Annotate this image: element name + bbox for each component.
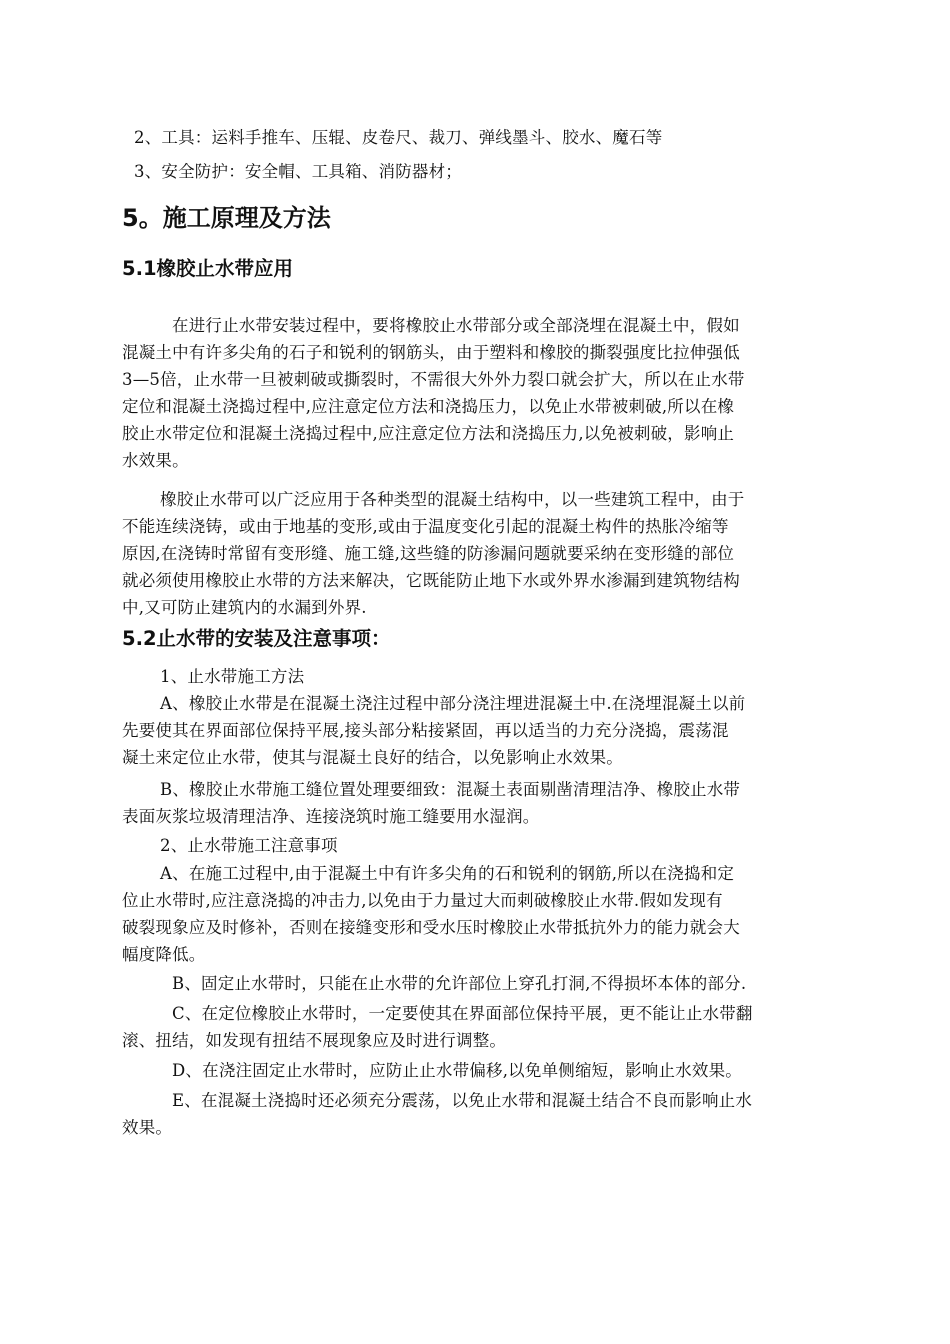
paragraph-line: E、在混凝土浇捣时还必须充分震荡，以免止水带和混凝土结合不良而影响止水	[172, 1091, 753, 1110]
paragraph-line: 表面灰浆垃圾清理洁净、连接浇筑时施工缝要用水湿润。	[122, 807, 540, 826]
paragraph-line: 效果。	[122, 1118, 173, 1137]
paragraph-line: 先要使其在界面部位保持平展,接头部分粘接紧固，再以适当的力充分浇捣，震荡混	[122, 721, 729, 740]
subsection-title-precautions: 2、止水带施工注意事项	[160, 836, 338, 855]
paragraph-line: 3—5倍，止水带一旦被刺破或撕裂时，不需很大外外力裂口就会扩大，所以在止水带	[122, 370, 745, 389]
section-heading-5-1: 5.1橡胶止水带应用	[122, 257, 294, 280]
list-item-tools: 2、工具：运料手推车、压辊、皮卷尺、裁刀、弹线墨斗、胶水、魔石等	[134, 128, 663, 147]
paragraph-line: 幅度降低。	[122, 945, 206, 964]
paragraph-line: 破裂现象应及时修补，否则在接缝变形和受水压时橡胶止水带抵抗外力的能力就会大	[122, 918, 740, 937]
paragraph-line: 中,又可防止建筑内的水漏到外界.	[122, 598, 367, 617]
paragraph-line: 胶止水带定位和混凝土浇捣过程中,应注意定位方法和浇捣压力,以免被刺破，影响止	[122, 424, 735, 443]
paragraph-line: B、橡胶止水带施工缝位置处理要细致：混凝土表面剔凿清理洁净、橡胶止水带	[160, 780, 741, 799]
paragraph-line: A、橡胶止水带是在混凝土浇注过程中部分浇注埋进混凝土中.在浇埋混凝土以前	[160, 694, 746, 713]
paragraph-line: 就必须使用橡胶止水带的方法来解决，它既能防止地下水或外界水渗漏到建筑物结构	[122, 571, 740, 590]
paragraph-line: 滚、扭结，如发现有扭结不展现象应及时进行调整。	[122, 1031, 507, 1050]
paragraph-line: C、在定位橡胶止水带时，一定要使其在界面部位保持平展，更不能让止水带翻	[172, 1004, 753, 1023]
item-2-D: D、在浇注固定止水带时，应防止止水带偏移,以免单侧缩短，影响止水效果。	[172, 1061, 742, 1080]
paragraph-line: 水效果。	[122, 451, 189, 470]
paragraph-line: 在进行止水带安装过程中，要将橡胶止水带部分或全部浇埋在混凝土中，假如	[172, 316, 740, 335]
paragraph-line: 凝土来定位止水带，使其与混凝土良好的结合，以免影响止水效果。	[122, 748, 623, 767]
section-heading-5-2: 5.2止水带的安装及注意事项：	[122, 627, 391, 650]
item-2-B: B、固定止水带时，只能在止水带的允许部位上穿孔打洞,不得损坏本体的部分.	[172, 974, 747, 993]
paragraph-line: 橡胶止水带可以广泛应用于各种类型的混凝土结构中，以一些建筑工程中，由于	[160, 490, 745, 509]
subsection-title-construction-method: 1、止水带施工方法	[160, 667, 305, 686]
section-heading-5: 5。施工原理及方法	[122, 204, 331, 232]
paragraph-line: 混凝土中有许多尖角的石子和锐利的钢筋头，由于塑料和橡胶的撕裂强度比拉伸强低	[122, 343, 740, 362]
paragraph-line: A、在施工过程中,由于混凝土中有许多尖角的石和锐利的钢筋,所以在浇捣和定	[160, 864, 735, 883]
paragraph-line: 位止水带时,应注意浇捣的冲击力,以免由于力量过大而刺破橡胶止水带.假如发现有	[122, 891, 723, 910]
paragraph-line: 原因,在浇铸时常留有变形缝、施工缝,这些缝的防渗漏问题就要采纳在变形缝的部位	[122, 544, 735, 563]
paragraph-line: 不能连续浇铸，或由于地基的变形,或由于温度变化引起的混凝土构件的热胀冷缩等	[122, 517, 729, 536]
list-item-safety: 3、安全防护：安全帽、工具箱、消防器材；	[134, 162, 462, 181]
paragraph-line: 定位和混凝土浇捣过程中,应注意定位方法和浇捣压力，以免止水带被刺破,所以在橡	[122, 397, 735, 416]
